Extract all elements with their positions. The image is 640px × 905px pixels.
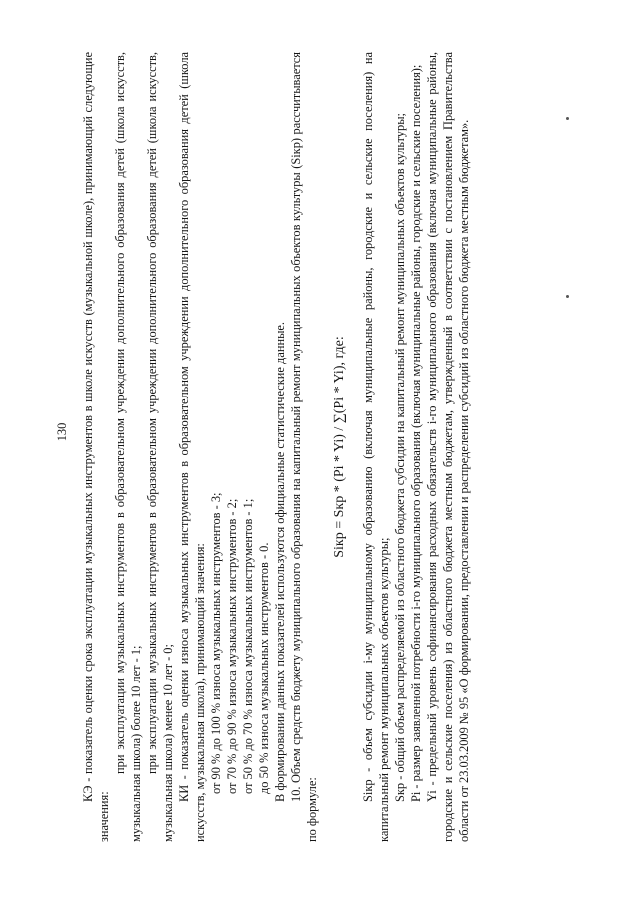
definition-pi: Pi - размер заявленной потребности i-го муниципального образования (включая муниципальные районы, городские и сельские поселения); xyxy=(409,64,423,802)
rotated-text-block xyxy=(54,52,589,842)
item-10-paragraph: 10. Объем средств бюджету муниципального образования на капитальный ремонт муниципальных объектов культуры (Siкр) рассчитывается по формуле: xyxy=(289,52,319,842)
ki-value-item: от 50 % до 70 % износа музыкальных инструментов - 1; xyxy=(241,498,255,794)
ke-intro-paragraph: КЭ - показатель оценки срока эксплуатации музыкальных инструментов в школе искусств (музыкальной школе), принимающий следующие значения: xyxy=(81,52,111,842)
ke-value-over-10: при эксплуатации музыкальных инструментов в образовательном учреждении дополнительного образования детей (школа искусств, музыкальная школа) более 10 лет - 1; xyxy=(113,52,143,842)
statistics-note: В формировании данных показателей используются официальные статистические данные. xyxy=(273,321,287,802)
ke-indicator-section xyxy=(80,52,176,842)
scan-speck xyxy=(566,295,569,298)
ki-value-item: от 90 % до 100 % износа музыкальных инструментов - 3; xyxy=(209,492,223,794)
definition-skr: Sкр - общий объем распределяемой из областного бюджета субсидии на капитальный ремонт муниципальных объектов культуры; xyxy=(393,113,407,802)
ke-value-under-10: при эксплуатации музыкальных инструментов в образовательном учреждении дополнительного образования детей (школа искусств, музыкальная школа) менее 10 лет - 0; xyxy=(145,52,175,842)
page-number: 130 xyxy=(55,422,69,442)
definition-yi: Yi - предельный уровень софинансирования расходных обязательств i-го муниципального образования (включая муниципальные районы, городские и сельские поселения) из областного бюджета местным бюджетам, утвержденный в соответствии с постановлением Правительства области от 23.03.2009 № 95 «О формировании, предоставлении и распределении субсидий из областного бюджета местным бюджетам». xyxy=(425,52,471,842)
ki-values-list xyxy=(208,52,272,842)
ki-value-item: от 70 % до 90 % износа музыкальных инструментов - 2; xyxy=(225,498,239,794)
ki-intro-paragraph: КИ - показатель оценки износа музыкальных инструментов в образовательном учреждении дополнительного образования детей (школа искусств, музыкальная школа), принимающий значения: xyxy=(177,52,207,842)
subsidy-formula: Siкр = Sкр * (Pi * Yi) / ∑(Pi * Yi), где: xyxy=(332,336,347,558)
ki-value-item: до 50 % износа музыкальных инструментов - 0. xyxy=(257,542,271,794)
ki-indicator-section xyxy=(176,52,320,842)
scan-speck xyxy=(566,117,569,120)
definitions-section xyxy=(360,52,472,842)
definition-sikr: Siкр - объем субсидии i-му муниципальному образованию (включая муниципальные районы, городские и сельские поселения) на капитальный ремонт муниципальных объектов культуры; xyxy=(361,52,391,842)
